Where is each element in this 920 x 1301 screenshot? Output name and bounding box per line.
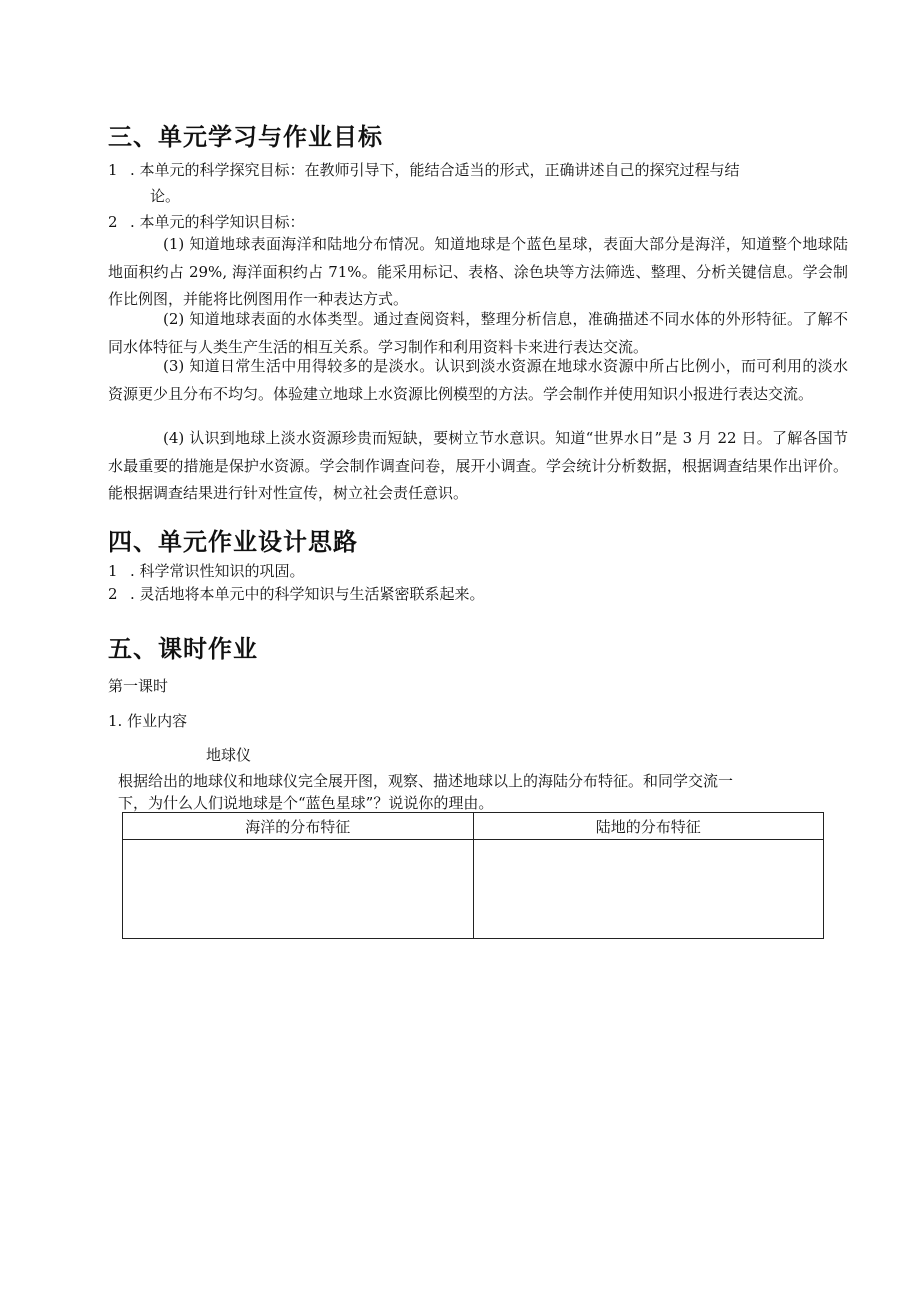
ocean-answer-cell[interactable] bbox=[123, 840, 474, 939]
paragraph-text: (4) 认识到地球上淡水资源珍贵而短缺，要树立节水意识。知道“世界水日”是 3 月 22 日。了解各国节水最重要的措施是保护水资源。学会制作调查问卷，展开小调查。学会统计分析数据，根据调查结果作出评价。能根据调查结果进行针对性宣传，树立社会责任意识。 bbox=[108, 429, 848, 502]
paragraph-text: (1) 知道地球表面海洋和陆地分布情况。知道地球是个蓝色星球，表面大部分是海洋，知道整个地球陆地面积约占 29%, 海洋面积约占 71%。能采用标记、表格、涂色块等方法筛选、整理、分析关键信息。学会制作比例图，并能将比例图用作一种表达方式。 bbox=[108, 235, 848, 308]
figure-caption: 地球仪 bbox=[206, 746, 252, 764]
paragraph-text: (3) 知道日常生活中用得较多的是淡水。认识到淡水资源在地球水资源中所占比例小，而可利用的淡水资源更少且分布不均匀。体验建立地球上水资源比例模型的方法。学会制作并使用知识小报进行表达交流。 bbox=[108, 357, 848, 403]
distribution-table bbox=[122, 812, 824, 939]
section-4-item-2 bbox=[108, 584, 485, 604]
land-answer-cell[interactable] bbox=[473, 840, 824, 939]
section-4-title: 四、单元作业设计思路 bbox=[108, 528, 358, 556]
instruction-line-1: 根据给出的地球仪和地球仪完全展开图，观察、描述地球以上的海陆分布特征。和同学交流一 bbox=[118, 772, 734, 790]
knowledge-goal-4 bbox=[108, 425, 848, 508]
ocean-header: 海洋的分布特征 bbox=[123, 813, 474, 840]
section-3-item-1 bbox=[108, 160, 740, 180]
item-number: 1 bbox=[108, 161, 118, 179]
lesson-label: 第一课时 bbox=[108, 677, 169, 695]
section-3-item-2 bbox=[108, 212, 305, 232]
knowledge-goal-1 bbox=[108, 231, 848, 314]
section-3-title: 三、单元学习与作业目标 bbox=[108, 123, 383, 151]
item-text: . 本单元的科学探究目标：在教师引导下，能结合适当的形式，正确讲述自己的探究过程与结 bbox=[130, 161, 740, 179]
content-label: 1. 作业内容 bbox=[108, 712, 188, 730]
item-number: 2 bbox=[108, 585, 118, 603]
knowledge-goal-3 bbox=[108, 353, 848, 408]
land-header: 陆地的分布特征 bbox=[473, 813, 824, 840]
instruction-line-2: 下，为什么人们说地球是个“蓝色星球”？说说你的理由。 bbox=[118, 794, 494, 812]
table-row bbox=[123, 840, 824, 939]
item-text: . 本单元的科学知识目标： bbox=[130, 213, 305, 231]
item-text: . 科学常识性知识的巩固。 bbox=[130, 562, 305, 580]
section-4-item-1 bbox=[108, 561, 305, 581]
item-number: 1 bbox=[108, 562, 118, 580]
paragraph-text: (2) 知道地球表面的水体类型。通过查阅资料，整理分析信息，准确描述不同水体的外形特征。了解不同水体特征与人类生产生活的相互关系。学习制作和利用资料卡来进行表达交流。 bbox=[108, 310, 848, 356]
item-text: . 灵活地将本单元中的科学知识与生活紧密联系起来。 bbox=[130, 585, 485, 603]
item-number: 2 bbox=[108, 213, 118, 231]
section-3-item-1-cont: 论。 bbox=[150, 187, 181, 205]
section-5-title: 五、课时作业 bbox=[108, 635, 258, 663]
table-header-row bbox=[123, 813, 824, 840]
